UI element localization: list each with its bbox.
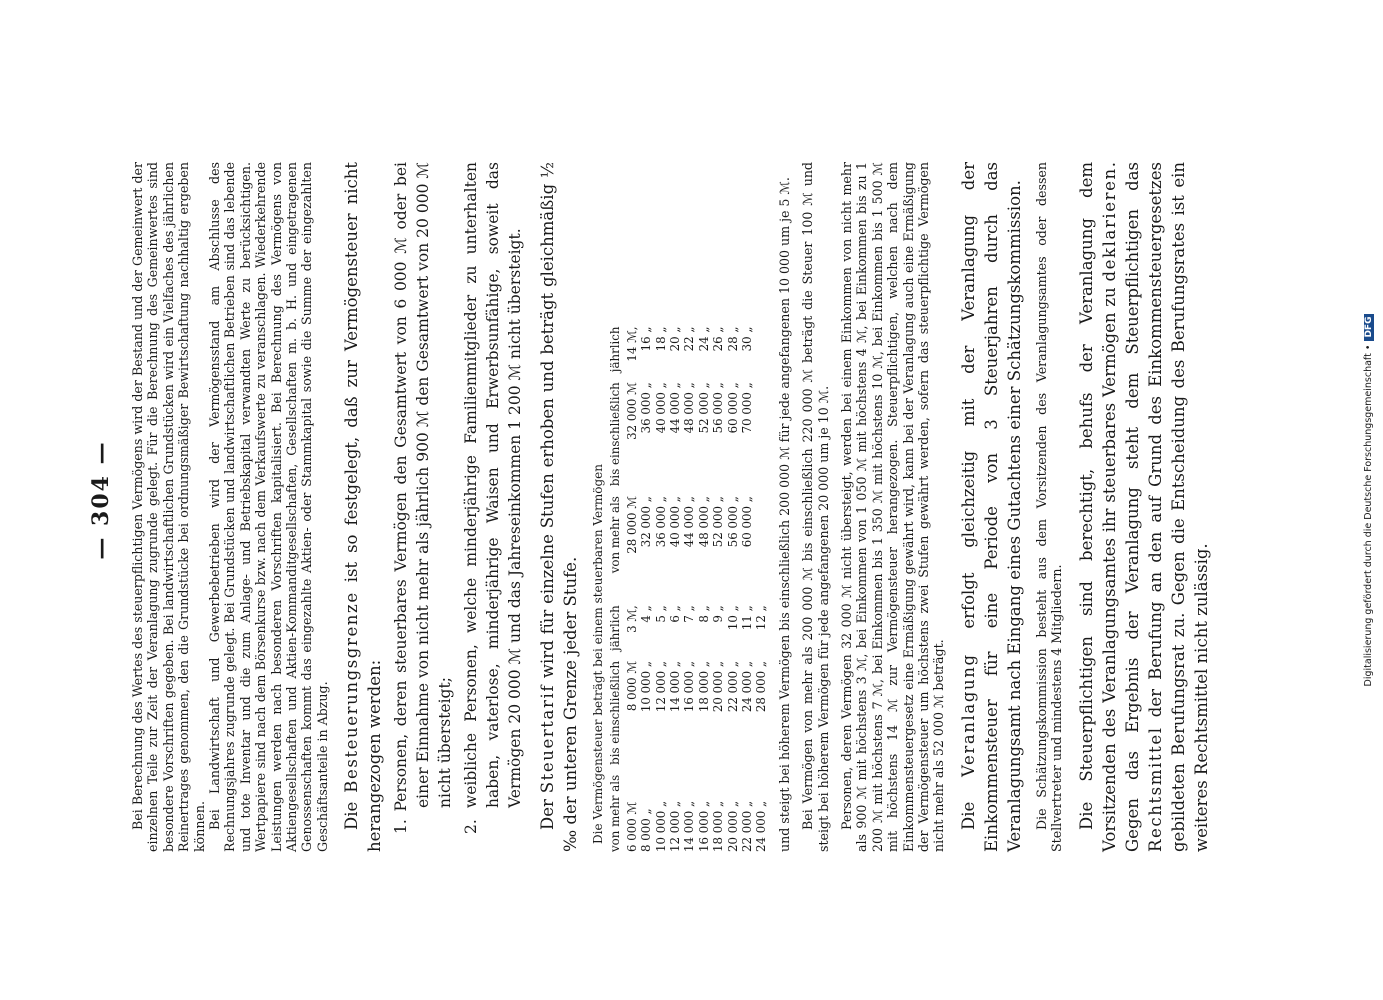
table-cell: 8 000 ℳ: [624, 660, 639, 712]
table-cell: 30 „: [739, 326, 754, 352]
table-cell: 20 „: [667, 326, 682, 352]
table-cell: 7 „: [682, 605, 697, 623]
column-header: jährlich: [608, 605, 623, 651]
table-row: [625, 317, 639, 852]
table-cell: 48 000 „: [682, 382, 697, 434]
table-header-row: [608, 317, 624, 852]
text-segment: Der: [538, 793, 558, 830]
table-cell: 9 „: [711, 605, 726, 623]
emphasis-besteuerungsgrenze: Besteuerungsgrenze: [342, 591, 362, 793]
table-row: [740, 317, 754, 852]
emphasis-steuertarif: Steuertarif: [538, 683, 558, 794]
table-cell: [754, 372, 768, 486]
table-cell: 28 000 „: [754, 660, 769, 713]
table-row: [654, 317, 668, 852]
table-cell: 22 000 „: [739, 800, 754, 852]
paragraph-schaetzungskommission: Die Schätzungskommission besteht aus dem Vorsitzenden des Veranlagungsamtes oder dessen Stellvertreter und mindestens 4 Mitgliedern.: [1033, 162, 1065, 852]
paragraph-veranlagung: [957, 162, 1026, 852]
paragraph-deklaration: [1075, 162, 1213, 852]
table-cell: 16 „: [639, 326, 654, 352]
text-segment: erfolgt gleichzeitig mit der Veranlagung der Einkommensteuer für eine Periode von 3 Steuerjahren durch das Veranlagungsamt nach Eingang eines Gutachtens einer Schätzungskommission.: [958, 161, 1024, 852]
table-cell: 40 000 „: [653, 382, 668, 434]
text-segment: der Berufung an den auf Grund des Einkommensteuergesetzes gebildeten Berufungsrat zu. Gegen die Entscheidung des Berufungsrates ist ein weiteres Rechtsmittel nicht zulässig.: [1145, 162, 1211, 852]
emphasis-veranlagung: Veranlagung: [958, 653, 978, 777]
table-row: [682, 317, 696, 852]
table-cell: 24 „: [696, 326, 711, 352]
paragraph-landwirtschaft: Bei Landwirtschaft und Gewerbebetrieben wird der Vermögensstand am Abschlusse des Rechnungsjahres zugrunde gelegt. Bei Grundstücken und landwirtschaftlichen Betrieben sind das lebende und tote Inventar und die zum Anlage- und Betriebskapital verwandten Werte zu berücksichtigen. Wertpapiere sind nach dem Börsenkurse bzw. nach dem Verkaufswerte zu veranschlagen. Wiederkehrende Leistungen werden nach besonderen Vorschriften kapitalisiert. Bei Berechnung des Vermögens von Aktiengesellschaften und Aktien-Kommanditgesellschaften, Gesellschaften m. b. H. und eingetragenen Genossenschaften kommt das eingezahlte Aktien- oder Stammkapital sowie die Summe der eingezahlten Geschäftsanteile in Abzug.: [207, 162, 330, 852]
tax-table-caption: Die Vermögensteuer beträgt bei einem steuerbaren Vermögen: [591, 464, 606, 844]
text-segment: Die Steuerpflichtigen sind berechtigt, behufs der Veranlagung dem Vorsitzenden des Veranlagungsamtes ihr steuerbares Vermögen zu: [1076, 162, 1119, 852]
table-cell: 22 000 „: [725, 660, 740, 713]
table-cell: 12 000 „: [653, 660, 668, 713]
table-cell: 18 000 „: [696, 660, 711, 713]
table-cell: 14 000 „: [682, 800, 697, 852]
table-cell: 48 000 „: [696, 496, 711, 548]
table-cell: 20 000 „: [725, 800, 740, 852]
text-segment: ist so festgelegt, daß zur Vermögensteuer nicht herangezogen werden:: [342, 161, 385, 852]
tax-rate-table: [608, 317, 768, 852]
table-cell: 24 000 „: [754, 800, 769, 852]
column-header: jährlich: [608, 326, 623, 373]
table-cell: 14 ℳ,: [624, 326, 639, 362]
table-cell: 18 „: [653, 326, 668, 352]
table-cell: 60 000 „: [739, 496, 754, 548]
table-cell: 36 000 „: [653, 496, 668, 548]
column-header: bis einschließlich: [608, 660, 623, 765]
table-cell: 8 „: [696, 605, 711, 623]
table-cell: 16 000 „: [696, 800, 711, 852]
table-cell: 16 000 „: [682, 660, 697, 713]
table-cell: 22 „: [682, 326, 697, 352]
page-content: [130, 162, 1213, 852]
page-number: — 304 —: [88, 440, 114, 560]
table-cell: 52 000 „: [696, 382, 711, 434]
text-segment: wird für einzelne Stufen erhoben und beträgt gleichmäßig ½ ‰ der unteren Grenze jeder Stufe.: [538, 162, 581, 852]
table-cell: 36 000 „: [639, 382, 654, 434]
paragraph-hoeheres-vermoegen: Bei Vermögen von mehr als 200 000 ℳ bis einschließlich 220 000 ℳ beträgt die Steuer 100 ℳ und steigt bei höherem Vermögen für jede angefangenen 20 000 um je 10 ℳ.: [800, 162, 831, 852]
table-cell: 70 000 „: [739, 382, 754, 434]
table-cell: 26 „: [711, 326, 726, 352]
column-header: von mehr als: [608, 774, 623, 852]
table-cell: 12 „: [754, 605, 769, 631]
table-cell: 6 „: [667, 605, 682, 623]
column-header: bis einschließlich: [608, 382, 623, 487]
table-cell: 6 000 ℳ: [624, 801, 639, 852]
table-cell: [754, 486, 768, 595]
table-cell: 44 000 „: [667, 382, 682, 434]
text-segment: Die: [342, 792, 362, 830]
table-cell: 28 000 ℳ: [624, 496, 639, 554]
table-cell: 12 000 „: [667, 800, 682, 852]
table-cell: 52 000 „: [711, 496, 726, 548]
table-row: [697, 317, 711, 852]
table-row: [754, 317, 768, 852]
table-cell: 60 000 „: [725, 382, 740, 434]
table-cell: 20 000 „: [711, 660, 726, 713]
text-segment: Die: [958, 777, 978, 830]
table-cell: 56 000 „: [725, 496, 740, 548]
list-item: 2. weibliche Personen, welche minderjährige Familienmitglieder zu unterhalten haben, vaterlose, minderjährige Waisen und Erwerbsunfähige, soweit das Vermögen 20 000 ℳ und das Jahreseinkommen 1 200 ℳ nicht übersteigt.: [462, 162, 525, 834]
table-row: [726, 317, 740, 852]
paragraph-steuertarif: [536, 162, 582, 852]
list-item: 1. Personen, deren steuerbares Vermögen den Gesamtwert von 6 000 ℳ oder bei einer Einnahme von nicht mehr als jährlich 900 ℳ den Gesamtwert von 20 000 ℳ nicht übersteigt;: [392, 162, 455, 834]
table-cell: 18 000 „: [711, 800, 726, 852]
table-cell: 10 000 „: [639, 660, 654, 713]
dfg-logo: DFG: [1364, 314, 1374, 341]
paragraph-besteuerungsgrenze: [340, 162, 386, 852]
table-cell: 5 „: [653, 605, 668, 623]
paragraph-wertberechnung: Bei Berechnung des Wertes des steuerpflichtigen Vermögens wird der Bestand und der Gemeinwert der einzelnen Teile zur Zeit der Veranlagung zugrunde gelegt. Für die Berechnung des Gemeinwertes sind besondere Vorschriften gegeben. Bei landwirtschaftlichen Grundstücken wird ein Vielfaches des jährlichen Reinertrages genommen, den die Grundstücke bei ordnungsmäßiger Bewirtschaftung nachhaltig ergeben können.: [130, 162, 207, 852]
table-cell: [754, 317, 768, 373]
digitization-footer: [1363, 0, 1374, 1000]
table-row: [711, 317, 725, 852]
table-cell: 3 ℳ,: [624, 605, 639, 633]
exemption-list: [390, 162, 526, 852]
table-cell: 11 „: [739, 605, 754, 631]
table-cell: 14 000 „: [667, 660, 682, 713]
table-row: [668, 317, 682, 852]
tax-rate-table-block: [590, 162, 768, 852]
table-cell: 10 000 „: [653, 800, 668, 852]
table-cell: 44 000 „: [682, 496, 697, 548]
table-cell: 8 000 „: [639, 808, 654, 852]
table-cell: 24 000 „: [739, 660, 754, 713]
table-cell: 4 „: [639, 605, 654, 623]
table-cell: 10 „: [725, 605, 740, 631]
table-cell: 32 000 ℳ: [624, 382, 639, 440]
table-cell: 32 000 „: [639, 496, 654, 548]
table-row: [639, 317, 653, 852]
text-segment: . Gegen das Ergebnis der Veranlagung steht dem Steuerpflichtigen das: [1099, 162, 1142, 852]
paragraph-steigerung: und steigt bei höherem Vermögen bis einschließlich 200 000 ℳ für jede angefangenen 10 000 um je 5 ℳ.: [776, 177, 792, 852]
paragraph-ermaessigung: Personen, deren Vermögen 32 000 ℳ nicht übersteigt, werden bei einem Einkommen von nicht mehr als 900 ℳ mit höchstens 3 ℳ, bei Einkommen von 1 050 ℳ mit höchstens 4 ℳ, bei Einkommen bis zu 1 200 ℳ mit höchstens 7 ℳ, bei Einkommen bis 1 350 ℳ mit höchstens 10 ℳ, bei Einkommen bis 1 500 ℳ mit höchstens 14 ℳ zur Vermögensteuer herangezogen. Steuerpflichtigen, welchen nach dem Einkommensteuergesetz eine Ermäßigung gewährt wird, kann bei der Veranlagung auch eine Ermäßigung der Vermögensteuer um höchstens zwei Stufen gewährt werden, sofern das steuerpflichtige Vermögen nicht mehr als 52 000 ℳ beträgt.: [838, 162, 947, 852]
emphasis-rechtsmittel: Rechtsmittel: [1145, 726, 1165, 852]
table-cell: 40 000 „: [667, 496, 682, 548]
footer-text: Digitalisierung gefördert durch die Deutsche Forschungsgemeinschaft •: [1363, 344, 1374, 687]
column-header: von mehr als: [608, 496, 623, 574]
emphasis-deklarieren: deklarieren: [1099, 167, 1119, 282]
table-cell: 56 000 „: [711, 382, 726, 434]
table-cell: 28 „: [725, 326, 740, 352]
